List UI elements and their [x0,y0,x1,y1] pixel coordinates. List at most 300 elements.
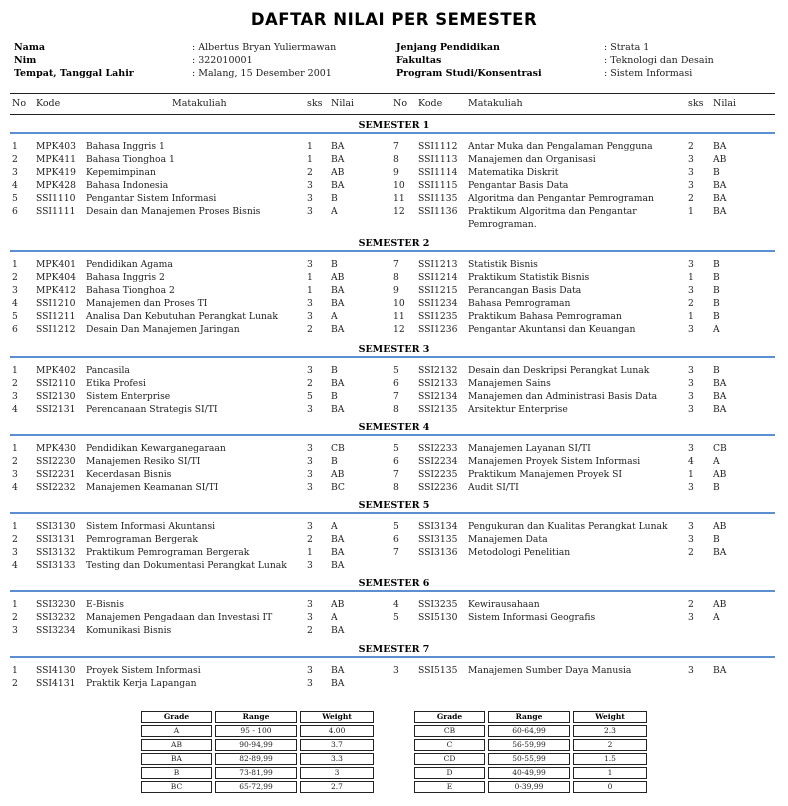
grade-cell: C [414,739,485,751]
semester-title: SEMESTER 7 [358,644,430,655]
right-nilai-cell: B [713,272,720,283]
left-kode-cell: SSI1111 [36,206,76,217]
right-no-cell: 7 [393,469,399,480]
left-matakuliah-cell: Pemrograman Bergerak [86,534,198,545]
right-no-cell: 4 [393,599,399,610]
range-cell: 60-64,99 [488,725,570,737]
left-sks-cell: 3 [307,365,313,376]
fakultas-label: Fakultas [396,55,442,66]
right-matakuliah-cell: Praktikum Bahasa Pemrograman [468,311,622,322]
left-nilai-cell: B [331,456,338,467]
student-info-left [14,41,134,80]
grade-cell: CB [414,725,485,737]
right-matakuliah-cell: Statistik Bisnis [468,259,538,270]
left-kode-cell: MPK403 [36,141,76,152]
right-nilai-cell: AB [713,521,727,532]
right-matakuliah-cell: Antar Muka dan Pengalaman Pengguna [468,141,653,152]
left-sks-cell: 3 [307,560,313,571]
left-nilai-cell: BC [331,482,345,493]
grade-table-left [138,709,377,795]
right-kode-cell: SSI1115 [418,180,458,191]
weight-cell: 2 [573,739,647,751]
semester-title: SEMESTER 6 [358,578,430,589]
range-cell: 95 - 100 [215,725,297,737]
weight-header: Weight [573,711,647,723]
left-nilai-cell: CB [331,443,345,454]
right-nilai-cell: B [713,167,720,178]
left-no-cell: 4 [12,404,18,415]
left-no-cell: 2 [12,678,18,689]
grade-cell: CD [414,753,485,765]
prodi-value: : Sistem Informasi [604,68,693,79]
left-sks-cell: 2 [307,625,313,636]
grade-table-right [411,709,650,795]
left-sks-cell: 3 [307,206,313,217]
right-no-cell: 6 [393,456,399,467]
right-no-cell: 10 [393,180,405,191]
left-sks-cell: 2 [307,167,313,178]
range-cell: 73-81,99 [215,767,297,779]
right-nilai-cell: BA [713,391,727,402]
left-sks-cell: 3 [307,482,313,493]
semester-divider [10,656,775,658]
right-sks-cell: 3 [688,324,694,335]
right-kode-cell: SSI3235 [418,599,458,610]
right-sks-cell: 3 [688,612,694,623]
left-matakuliah-cell: Proyek Sistem Informasi [86,665,201,676]
right-matakuliah-cell: Perancangan Basis Data [468,285,582,296]
left-kode-cell: SSI2110 [36,378,76,389]
left-matakuliah-cell: Pengantar Sistem Informasi [86,193,217,204]
right-matakuliah-cell: Arsitektur Enterprise [468,404,568,415]
weight-cell: 3.7 [300,739,374,751]
right-matakuliah-cell: Kewirausahaan [468,599,540,610]
right-nilai-cell: A [713,324,720,335]
right-no-cell: 12 [393,324,405,335]
right-kode-cell: SSI2134 [418,391,458,402]
right-kode-cell: SSI1112 [418,141,458,152]
birth-label: Tempat, Tanggal Lahir [14,68,134,79]
semester-divider [10,132,775,134]
left-matakuliah-cell: Praktik Kerja Lapangan [86,678,197,689]
right-no-cell: 7 [393,141,399,152]
left-nilai-cell: BA [331,180,345,191]
right-sks-cell: 3 [688,285,694,296]
left-nilai-cell: A [331,311,338,322]
jenjang-value: : Strata 1 [604,42,650,53]
right-no-cell: 9 [393,285,399,296]
right-nilai-cell: BA [713,547,727,558]
left-nilai-cell: BA [331,378,345,389]
range-cell: 56-59,99 [488,739,570,751]
right-no-cell: 6 [393,378,399,389]
right-matakuliah-cell: Pengukuran dan Kualitas Perangkat Lunak [468,521,668,532]
left-no-cell: 1 [12,599,18,610]
right-matakuliah-cell: Praktikum Manajemen Proyek SI [468,469,623,480]
left-matakuliah-cell: Bahasa Inggris 2 [86,272,165,283]
right-kode-cell: SSI2236 [418,482,458,493]
right-nilai-cell: A [713,612,720,623]
right-no-cell: 11 [393,311,405,322]
left-nilai-cell: AB [331,272,345,283]
right-matakuliah-cell: Manajemen dan Organisasi [468,154,596,165]
student-info-right [396,41,542,80]
left-matakuliah-cell: Kecerdasan Bisnis [86,469,172,480]
semester-divider [10,356,775,358]
right-no-cell: 6 [393,534,399,545]
right-matakuliah-cell: Manajemen Data [468,534,548,545]
semester-title: SEMESTER 1 [358,120,430,131]
col-header-matakuliah-right: Matakuliah [468,98,523,109]
left-matakuliah-cell: Pendidikan Kewarganegaraan [86,443,226,454]
left-no-cell: 1 [12,443,18,454]
right-nilai-cell: BA [713,141,727,152]
right-matakuliah-cell: Desain dan Deskripsi Perangkat Lunak [468,365,650,376]
left-no-cell: 5 [12,193,18,204]
right-kode-cell: SSI1136 [418,206,458,217]
col-header-sks-right: sks [688,98,704,109]
left-nilai-cell: B [331,259,338,270]
prodi-label: Program Studi/Konsentrasi [396,68,542,79]
semester-title: SEMESTER 4 [358,422,430,433]
col-header-nilai-right: Nilai [713,98,737,109]
left-no-cell: 3 [12,547,18,558]
right-matakuliah-cell: Praktikum Statistik Bisnis [468,272,590,283]
left-sks-cell: 2 [307,534,313,545]
left-nilai-cell: AB [331,167,345,178]
name-label: Nama [14,42,46,53]
right-kode-cell: SSI1214 [418,272,458,283]
grade-cell: A [141,725,212,737]
student-info-right-values [604,41,714,80]
name-row [14,41,134,54]
right-sks-cell: 2 [688,599,694,610]
left-no-cell: 3 [12,391,18,402]
left-sks-cell: 3 [307,404,313,415]
grade-cell: BC [141,781,212,793]
left-sks-cell: 1 [307,141,313,152]
grade-row [414,725,647,737]
left-kode-cell: MPK402 [36,365,76,376]
right-nilai-cell: BA [713,180,727,191]
left-kode-cell: MPK412 [36,285,76,296]
semester-divider [10,434,775,436]
left-matakuliah-cell: Bahasa Inggris 1 [86,141,165,152]
left-sks-cell: 3 [307,612,313,623]
left-no-cell: 1 [12,141,18,152]
right-no-cell: 7 [393,391,399,402]
left-sks-cell: 3 [307,456,313,467]
left-matakuliah-cell: Testing dan Dokumentasi Perangkat Lunak [86,560,287,571]
range-cell: 82-89,99 [215,753,297,765]
left-no-cell: 3 [12,625,18,636]
left-no-cell: 5 [12,311,18,322]
left-nilai-cell: A [331,521,338,532]
left-kode-cell: SSI3133 [36,560,76,571]
header-top-rule [10,93,775,94]
col-header-sks-left: sks [307,98,323,109]
left-no-cell: 4 [12,482,18,493]
left-matakuliah-cell: Komunikasi Bisnis [86,625,172,636]
left-kode-cell: SSI1211 [36,311,76,322]
right-kode-cell: SSI1234 [418,298,458,309]
col-header-matakuliah-left: Matakuliah [172,98,227,109]
left-matakuliah-cell: Pendidikan Agama [86,259,173,270]
left-nilai-cell: BA [331,154,345,165]
right-sks-cell: 1 [688,272,694,283]
right-sks-cell: 2 [688,547,694,558]
right-kode-cell: SSI2233 [418,443,458,454]
right-no-cell: 7 [393,547,399,558]
left-matakuliah-cell: Etika Profesi [86,378,146,389]
right-matakuliah-cell: Manajemen Sumber Daya Manusia [468,665,632,676]
right-kode-cell: SSI1215 [418,285,458,296]
left-matakuliah-cell: Bahasa Indonesia [86,180,169,191]
right-no-cell: 8 [393,154,399,165]
left-kode-cell: SSI4130 [36,665,76,676]
left-sks-cell: 2 [307,378,313,389]
left-matakuliah-cell: Desain Dan Manajemen Jaringan [86,324,240,335]
left-nilai-cell: AB [331,469,345,480]
left-nilai-cell: BA [331,404,345,415]
grade-header: Grade [141,711,212,723]
left-nilai-cell: BA [331,547,345,558]
right-kode-cell: SSI1236 [418,324,458,335]
left-no-cell: 1 [12,665,18,676]
left-kode-cell: SSI3131 [36,534,76,545]
semester-divider [10,250,775,252]
left-sks-cell: 3 [307,193,313,204]
right-no-cell: 5 [393,443,399,454]
right-sks-cell: 3 [688,521,694,532]
weight-header: Weight [300,711,374,723]
left-matakuliah-cell: Manajemen dan Proses TI [86,298,208,309]
left-kode-cell: MPK401 [36,259,76,270]
left-sks-cell: 3 [307,665,313,676]
right-sks-cell: 3 [688,404,694,415]
left-matakuliah-cell: Sistem Informasi Akuntansi [86,521,216,532]
left-nilai-cell: BA [331,298,345,309]
grade-row [414,781,647,793]
semester-divider [10,512,775,514]
left-no-cell: 1 [12,521,18,532]
left-sks-cell: 3 [307,469,313,480]
grade-cell: E [414,781,485,793]
right-sks-cell: 3 [688,180,694,191]
right-matakuliah-cell: Bahasa Pemrograman [468,298,571,309]
left-sks-cell: 3 [307,311,313,322]
right-no-cell: 9 [393,167,399,178]
right-nilai-cell: B [713,365,720,376]
right-kode-cell: SSI3135 [418,534,458,545]
right-no-cell: 8 [393,272,399,283]
left-matakuliah-cell: Pancasila [86,365,130,376]
left-kode-cell: SSI1210 [36,298,76,309]
grade-row [141,767,374,779]
left-no-cell: 4 [12,180,18,191]
col-header-no-right: No [393,98,408,109]
semester-title: SEMESTER 3 [358,344,430,355]
fakultas-value: : Teknologi dan Desain [604,55,714,66]
left-matakuliah-cell: Sistem Enterprise [86,391,171,402]
right-matakuliah-cell: Algoritma dan Pengantar Pemrograman [468,193,654,204]
left-matakuliah-cell: Perencanaan Strategis SI/TI [86,404,218,415]
weight-cell: 3 [300,767,374,779]
left-matakuliah-cell: E-Bisnis [86,599,124,610]
col-header-kode-left: Kode [36,98,61,109]
left-kode-cell: SSI2130 [36,391,76,402]
left-matakuliah-cell: Manajemen Resiko SI/TI [86,456,201,467]
grade-header: Grade [414,711,485,723]
range-header: Range [215,711,297,723]
right-no-cell: 8 [393,482,399,493]
right-nilai-cell: AB [713,154,727,165]
col-header-kode-right: Kode [418,98,443,109]
left-matakuliah-cell: Bahasa Tionghoa 1 [86,154,175,165]
grade-row [141,781,374,793]
right-no-cell: 10 [393,298,405,309]
birth-value: : Malang, 15 Desember 2001 [192,68,332,79]
left-sks-cell: 1 [307,272,313,283]
left-no-cell: 3 [12,167,18,178]
right-sks-cell: 4 [688,456,694,467]
nim-value: : 322010001 [192,55,253,66]
left-kode-cell: MPK411 [36,154,76,165]
right-sks-cell: 3 [688,259,694,270]
right-no-cell: 5 [393,365,399,376]
range-cell: 0-39,99 [488,781,570,793]
right-matakuliah-cell: Manajemen dan Administrasi Basis Data [468,391,658,402]
left-sks-cell: 1 [307,285,313,296]
left-nilai-cell: BA [331,141,345,152]
right-no-cell: 3 [393,665,399,676]
left-no-cell: 2 [12,378,18,389]
right-kode-cell: SSI1135 [418,193,458,204]
left-kode-cell: SSI3230 [36,599,76,610]
weight-cell: 0 [573,781,647,793]
left-sks-cell: 3 [307,180,313,191]
left-matakuliah-cell: Praktikum Pemrograman Bergerak [86,547,250,558]
left-matakuliah-cell: Manajemen Keamanan SI/TI [86,482,219,493]
grade-row [141,739,374,751]
left-sks-cell: 3 [307,678,313,689]
right-matakuliah-cell: Sistem Informasi Geografis [468,612,596,623]
right-matakuliah-cell: Metodologi Penelitian [468,547,571,558]
left-kode-cell: SSI3130 [36,521,76,532]
left-kode-cell: MPK430 [36,443,76,454]
left-no-cell: 6 [12,206,18,217]
left-nilai-cell: A [331,206,338,217]
left-matakuliah-cell: Desain dan Manajemen Proses Bisnis [86,206,261,217]
left-matakuliah-cell: Analisa Dan Kebutuhan Perangkat Lunak [86,311,278,322]
right-sks-cell: 3 [688,443,694,454]
right-kode-cell: SSI2133 [418,378,458,389]
grade-row [414,739,647,751]
right-nilai-cell: B [713,534,720,545]
right-sks-cell: 3 [688,391,694,402]
birth-row [14,67,134,80]
left-no-cell: 4 [12,560,18,571]
right-nilai-cell: BA [713,404,727,415]
left-kode-cell: SSI2230 [36,456,76,467]
jenjang-label: Jenjang Pendidikan [396,42,500,53]
left-kode-cell: SSI2232 [36,482,76,493]
left-no-cell: 2 [12,154,18,165]
right-matakuliah-cell: Manajemen Proyek Sistem Informasi [468,456,641,467]
header-bottom-rule [10,114,775,115]
right-nilai-cell: BA [713,193,727,204]
left-kode-cell: SSI4131 [36,678,76,689]
range-header: Range [488,711,570,723]
left-no-cell: 1 [12,365,18,376]
grade-row [141,725,374,737]
weight-cell: 1 [573,767,647,779]
weight-cell: 2.7 [300,781,374,793]
right-sks-cell: 3 [688,482,694,493]
left-nilai-cell: BA [331,285,345,296]
right-sks-cell: 3 [688,665,694,676]
name-value: : Albertus Bryan Yuliermawan [192,42,337,53]
grade-row [141,753,374,765]
right-sks-cell: 1 [688,469,694,480]
right-nilai-cell: B [713,482,720,493]
right-sks-cell: 2 [688,141,694,152]
right-kode-cell: SSI5130 [418,612,458,623]
left-sks-cell: 5 [307,391,313,402]
right-kode-cell: SSI2135 [418,404,458,415]
left-sks-cell: 2 [307,324,313,335]
left-nilai-cell: B [331,193,338,204]
left-sks-cell: 1 [307,154,313,165]
weight-cell: 4.00 [300,725,374,737]
left-sks-cell: 3 [307,443,313,454]
right-nilai-cell: CB [713,443,727,454]
left-sks-cell: 3 [307,298,313,309]
student-info-left-values [192,41,336,80]
right-sks-cell: 3 [688,365,694,376]
right-matakuliah-cell: Manajemen Sains [468,378,551,389]
left-no-cell: 3 [12,285,18,296]
weight-cell: 1.5 [573,753,647,765]
right-nilai-cell: BA [713,206,727,217]
left-kode-cell: SSI3132 [36,547,76,558]
grade-cell: B [141,767,212,779]
right-nilai-cell: AB [713,599,727,610]
right-kode-cell: SSI3136 [418,547,458,558]
left-matakuliah-cell: Manajemen Pengadaan dan Investasi IT [86,612,273,623]
col-header-nilai-left: Nilai [331,98,355,109]
semester-title: SEMESTER 5 [358,500,430,511]
right-nilai-cell: AB [713,469,727,480]
right-kode-cell: SSI1113 [418,154,458,165]
left-nilai-cell: BA [331,534,345,545]
right-nilai-cell: B [713,285,720,296]
page-title: DAFTAR NILAI PER SEMESTER [250,10,538,29]
grade-cell: BA [141,753,212,765]
right-sks-cell: 2 [688,193,694,204]
right-nilai-cell: B [713,259,720,270]
left-nilai-cell: B [331,365,338,376]
left-kode-cell: SSI2131 [36,404,76,415]
right-nilai-cell: BA [713,665,727,676]
left-no-cell: 2 [12,534,18,545]
right-kode-cell: SSI2235 [418,469,458,480]
left-kode-cell: MPK419 [36,167,76,178]
grade-cell: AB [141,739,212,751]
left-kode-cell: SSI2231 [36,469,76,480]
right-sks-cell: 3 [688,378,694,389]
right-kode-cell: SSI1235 [418,311,458,322]
